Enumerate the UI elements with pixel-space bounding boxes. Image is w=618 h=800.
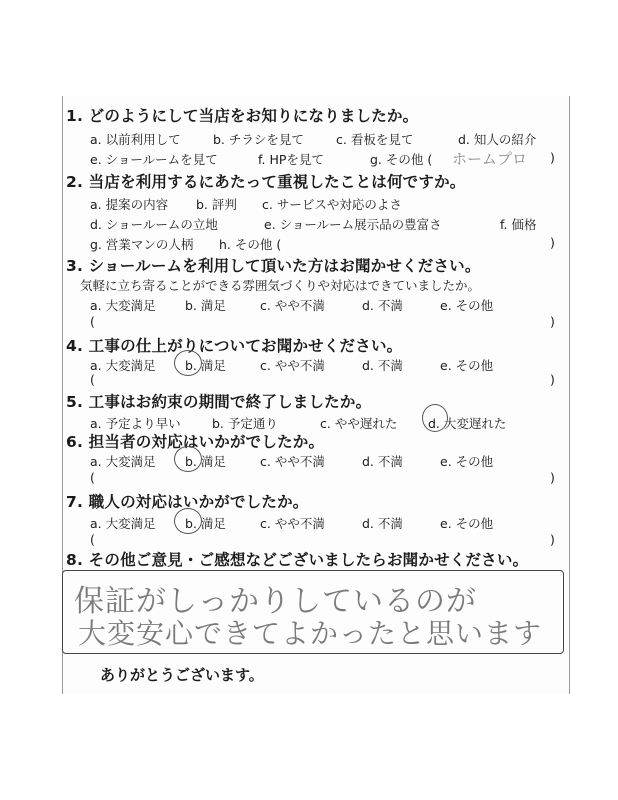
q6-option-e: e. その他 [440, 454, 494, 469]
q3-option-d: d. 不満 [362, 298, 403, 313]
q7-option-c: c. やや不満 [260, 516, 325, 531]
q1-option-b: b. チラシを見て [213, 132, 304, 147]
q6-option-b: b. 満足 [185, 454, 226, 469]
q6-option-d: d. 不満 [362, 454, 403, 469]
q7-circled-b-mark [174, 508, 202, 534]
q3-close-paren: ) [550, 314, 555, 329]
question-7-title: 7. 職人の対応はいかがでしたか。 [66, 493, 309, 511]
question-6-title: 6. 担当者の対応はいかがでしたか。 [66, 433, 325, 451]
q5-option-d: d. 大変遅れた [428, 416, 507, 431]
q2-option-c: c. サービスや対応のよさ [262, 197, 402, 212]
q1-handwritten-answer: ホームプロ [452, 150, 528, 168]
q4-option-c: c. やや不満 [260, 358, 325, 373]
q2-option-h: h. その他 ( [219, 237, 282, 252]
q4-open-paren: ( [90, 372, 95, 387]
question-3-title: 3. ショールームを利用して頂いた方はお聞かせください。 [66, 257, 481, 275]
q2-option-f: f. 価格 [500, 217, 537, 232]
question-8-title: 8. その他ご意見・ご感想などございましたらお聞かせください。 [66, 551, 529, 569]
q7-open-paren: ( [90, 532, 95, 547]
q1-option-d: d. 知人の紹介 [458, 132, 537, 147]
q2-option-a: a. 提案の内容 [90, 197, 169, 212]
q2-option-b: b. 評判 [196, 197, 237, 212]
q2-option-e: e. ショールーム展示品の豊富さ [264, 217, 442, 232]
q3-option-e: e. その他 [440, 298, 494, 313]
q1-option-a: a. 以前利用して [90, 132, 181, 147]
q7-close-paren: ) [550, 532, 555, 547]
q4-option-a: a. 大変満足 [90, 358, 156, 373]
q1-option-c: c. 看板を見て [336, 132, 414, 147]
handwritten-comment-line-1: 保証がしっかりしているのが [74, 584, 477, 619]
question-2-title: 2. 当店を利用するにあたって重視したことは何ですか。 [66, 173, 466, 191]
question-4-title: 4. 工事の仕上がりについてお聞かせください。 [66, 337, 403, 355]
q7-option-d: d. 不満 [362, 516, 403, 531]
q1-close-paren: ) [550, 150, 555, 165]
q3-open-paren: ( [90, 314, 95, 329]
q4-circled-b-mark [174, 350, 202, 376]
q6-open-paren: ( [90, 470, 95, 485]
q6-option-c: c. やや不満 [260, 454, 325, 469]
q4-option-e: e. その他 [440, 358, 494, 373]
q5-option-b: b. 予定通り [212, 416, 278, 431]
q6-circled-b-mark [174, 446, 202, 472]
q4-option-d: d. 不満 [362, 358, 403, 373]
q4-close-paren: ) [550, 372, 555, 387]
q1-option-f: f. HPを見て [258, 152, 324, 167]
q6-close-paren: ) [550, 470, 555, 485]
q4-option-b: b. 満足 [185, 358, 226, 373]
handwritten-comment-line-2: 大変安心できてよかったと思います [78, 617, 543, 650]
question-1-title: 1. どのようにして当店をお知りになりましたか。 [66, 107, 419, 125]
q2-option-d: d. ショールームの立地 [90, 217, 218, 232]
q7-option-e: e. その他 [440, 516, 494, 531]
q3-option-b: b. 満足 [185, 298, 226, 313]
q3-subtitle: 気軽に立ち寄ることができる雰囲気づくりや対応はできていましたか。 [80, 278, 481, 293]
q5-option-a: a. 予定より早い [90, 416, 181, 431]
q3-option-c: c. やや不満 [260, 298, 325, 313]
q5-circled-d-mark [422, 404, 448, 432]
q2-close-paren: ) [550, 235, 555, 250]
q1-option-g: g. その他 ( [370, 152, 433, 167]
question-5-title: 5. 工事はお約束の期間で終了しましたか。 [66, 393, 372, 411]
q5-option-c: c. やや遅れた [320, 416, 398, 431]
q2-option-g: g. 営業マンの人柄 [90, 237, 194, 252]
closing-thanks: ありがとうございます。 [100, 666, 264, 684]
q7-option-b: b. 満足 [185, 516, 226, 531]
q1-option-e: e. ショールームを見て [90, 152, 218, 167]
q3-option-a: a. 大変満足 [90, 298, 156, 313]
q7-option-a: a. 大変満足 [90, 516, 156, 531]
q6-option-a: a. 大変満足 [90, 454, 156, 469]
